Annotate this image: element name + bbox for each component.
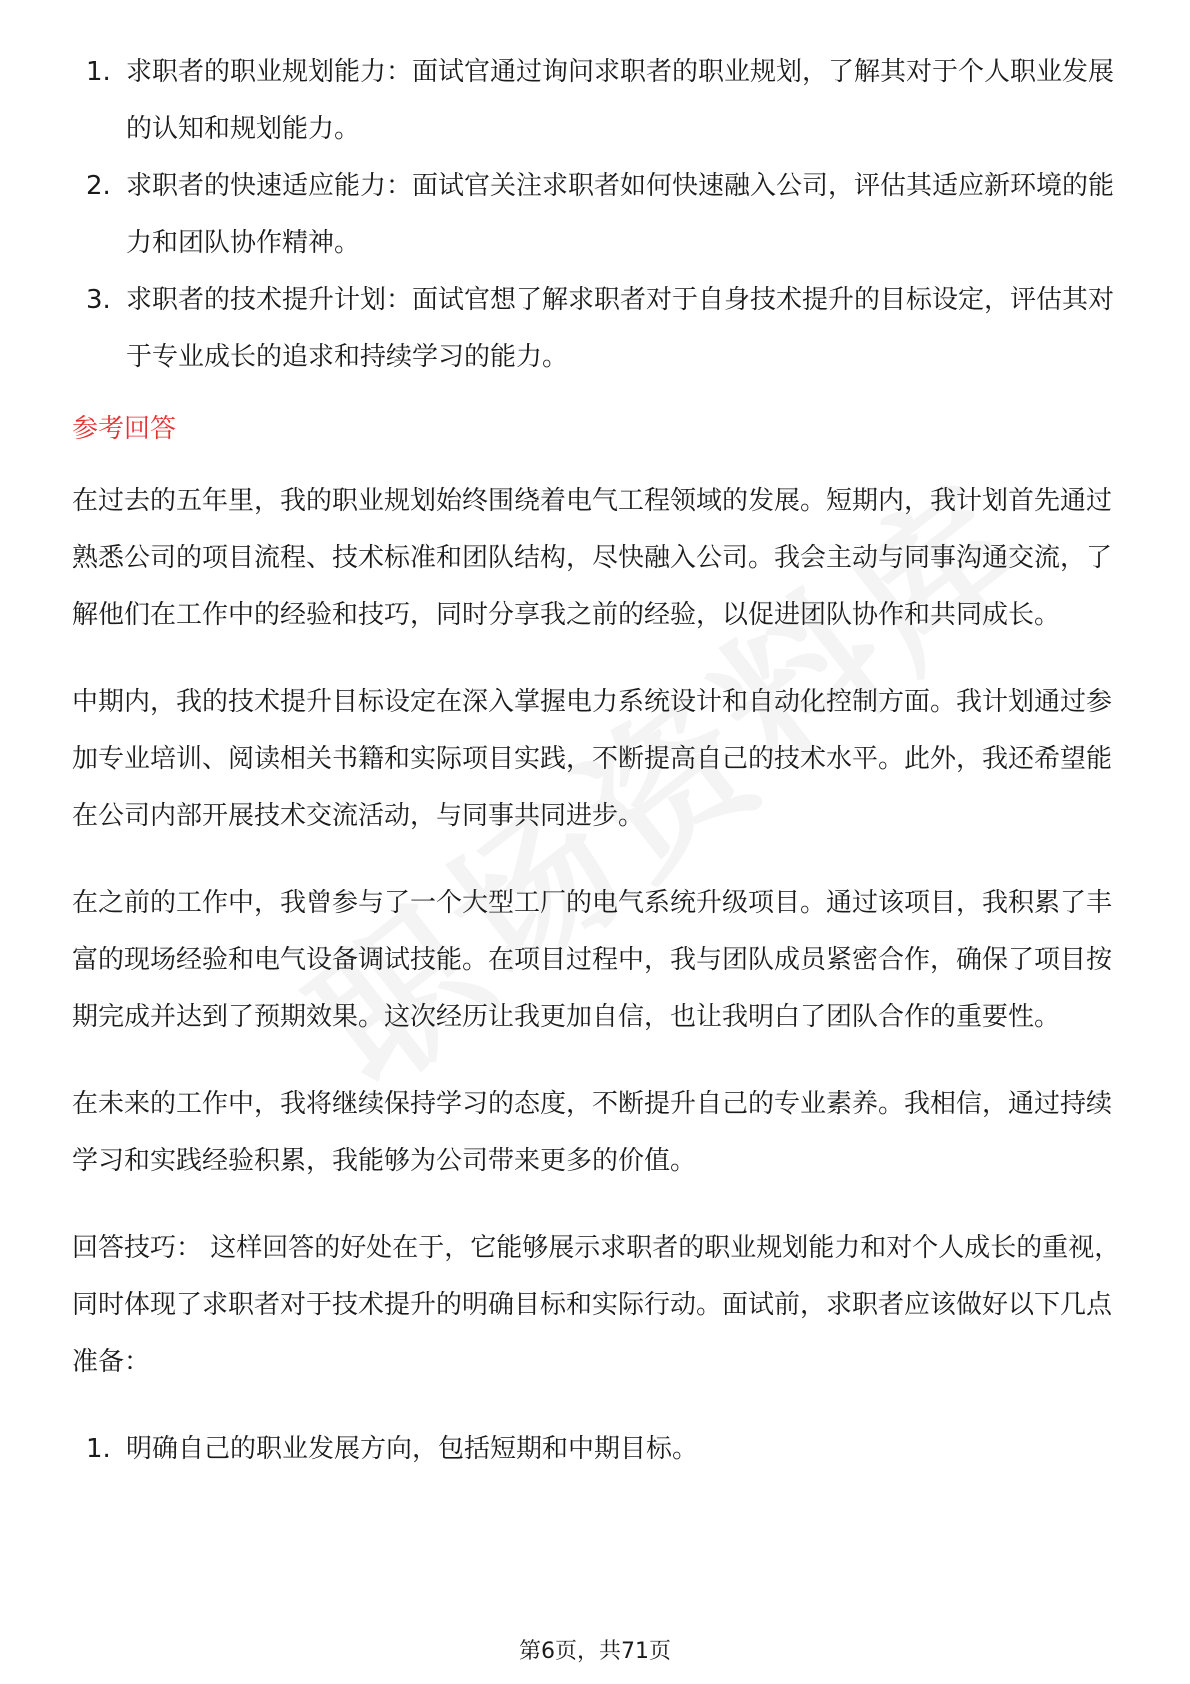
document-content xyxy=(72,44,1122,1478)
answer-paragraph: 在过去的五年里，我的职业规划始终围绕着电气工程领域的发展。短期内，我计划首先通过熟悉公司的项目流程、技术标准和团队结构，尽快融入公司。我会主动与同事沟通交流，了解他们在工作中的经验和技巧，同时分享我之前的经验，以促进团队协作和共同成长。 xyxy=(72,486,1113,630)
list-item-number: 2. xyxy=(86,171,111,201)
list-item-number: 3. xyxy=(86,285,111,315)
list-item-text: 求职者的技术提升计划：面试官想了解求职者对于自身技术提升的目标设定，评估其对于专业成长的追求和持续学习的能力。 xyxy=(126,285,1115,372)
list-item-number: 1. xyxy=(86,57,111,87)
tips-paragraph: 回答技巧： 这样回答的好处在于，它能够展示求职者的职业规划能力和对个人成长的重视，同时体现了求职者对于技术提升的明确目标和实际行动。面试前，求职者应该做好以下几点准备： xyxy=(72,1233,1121,1377)
list-item-text: 明确自己的职业发展方向，包括短期和中期目标。 xyxy=(126,1434,699,1464)
answer-paragraph: 在未来的工作中，我将继续保持学习的态度，不断提升自己的专业素养。我相信，通过持续学习和实践经验积累，我能够为公司带来更多的价值。 xyxy=(72,1089,1113,1176)
list-item-number: 1. xyxy=(86,1434,111,1464)
criteria-list xyxy=(72,44,1122,386)
list-item-text: 求职者的职业规划能力：面试官通过询问求职者的职业规划，了解其对于个人职业发展的认知和规划能力。 xyxy=(126,57,1115,144)
list-item-text: 求职者的快速适应能力：面试官关注求职者如何快速融入公司，评估其适应新环境的能力和团队协作精神。 xyxy=(126,171,1115,258)
preparation-list xyxy=(72,1421,1122,1478)
list-item xyxy=(72,44,1122,158)
list-item xyxy=(72,158,1122,272)
list-item xyxy=(72,272,1122,386)
page-number-footer: 第6页，共71页 xyxy=(519,1639,671,1664)
list-item xyxy=(72,1421,1122,1478)
answer-paragraph: 在之前的工作中，我曾参与了一个大型工厂的电气系统升级项目。通过该项目，我积累了丰富的现场经验和电气设备调试技能。在项目过程中，我与团队成员紧密合作，确保了项目按期完成并达到了预期效果。这次经历让我更加自信，也让我明白了团队合作的重要性。 xyxy=(72,888,1113,1032)
answer-paragraph: 中期内，我的技术提升目标设定在深入掌握电力系统设计和自动化控制方面。我计划通过参加专业培训、阅读相关书籍和实际项目实践，不断提高自己的技术水平。此外，我还希望能在公司内部开展技术交流活动，与同事共同进步。 xyxy=(72,687,1113,831)
section-title: 参考回答 xyxy=(72,414,177,444)
